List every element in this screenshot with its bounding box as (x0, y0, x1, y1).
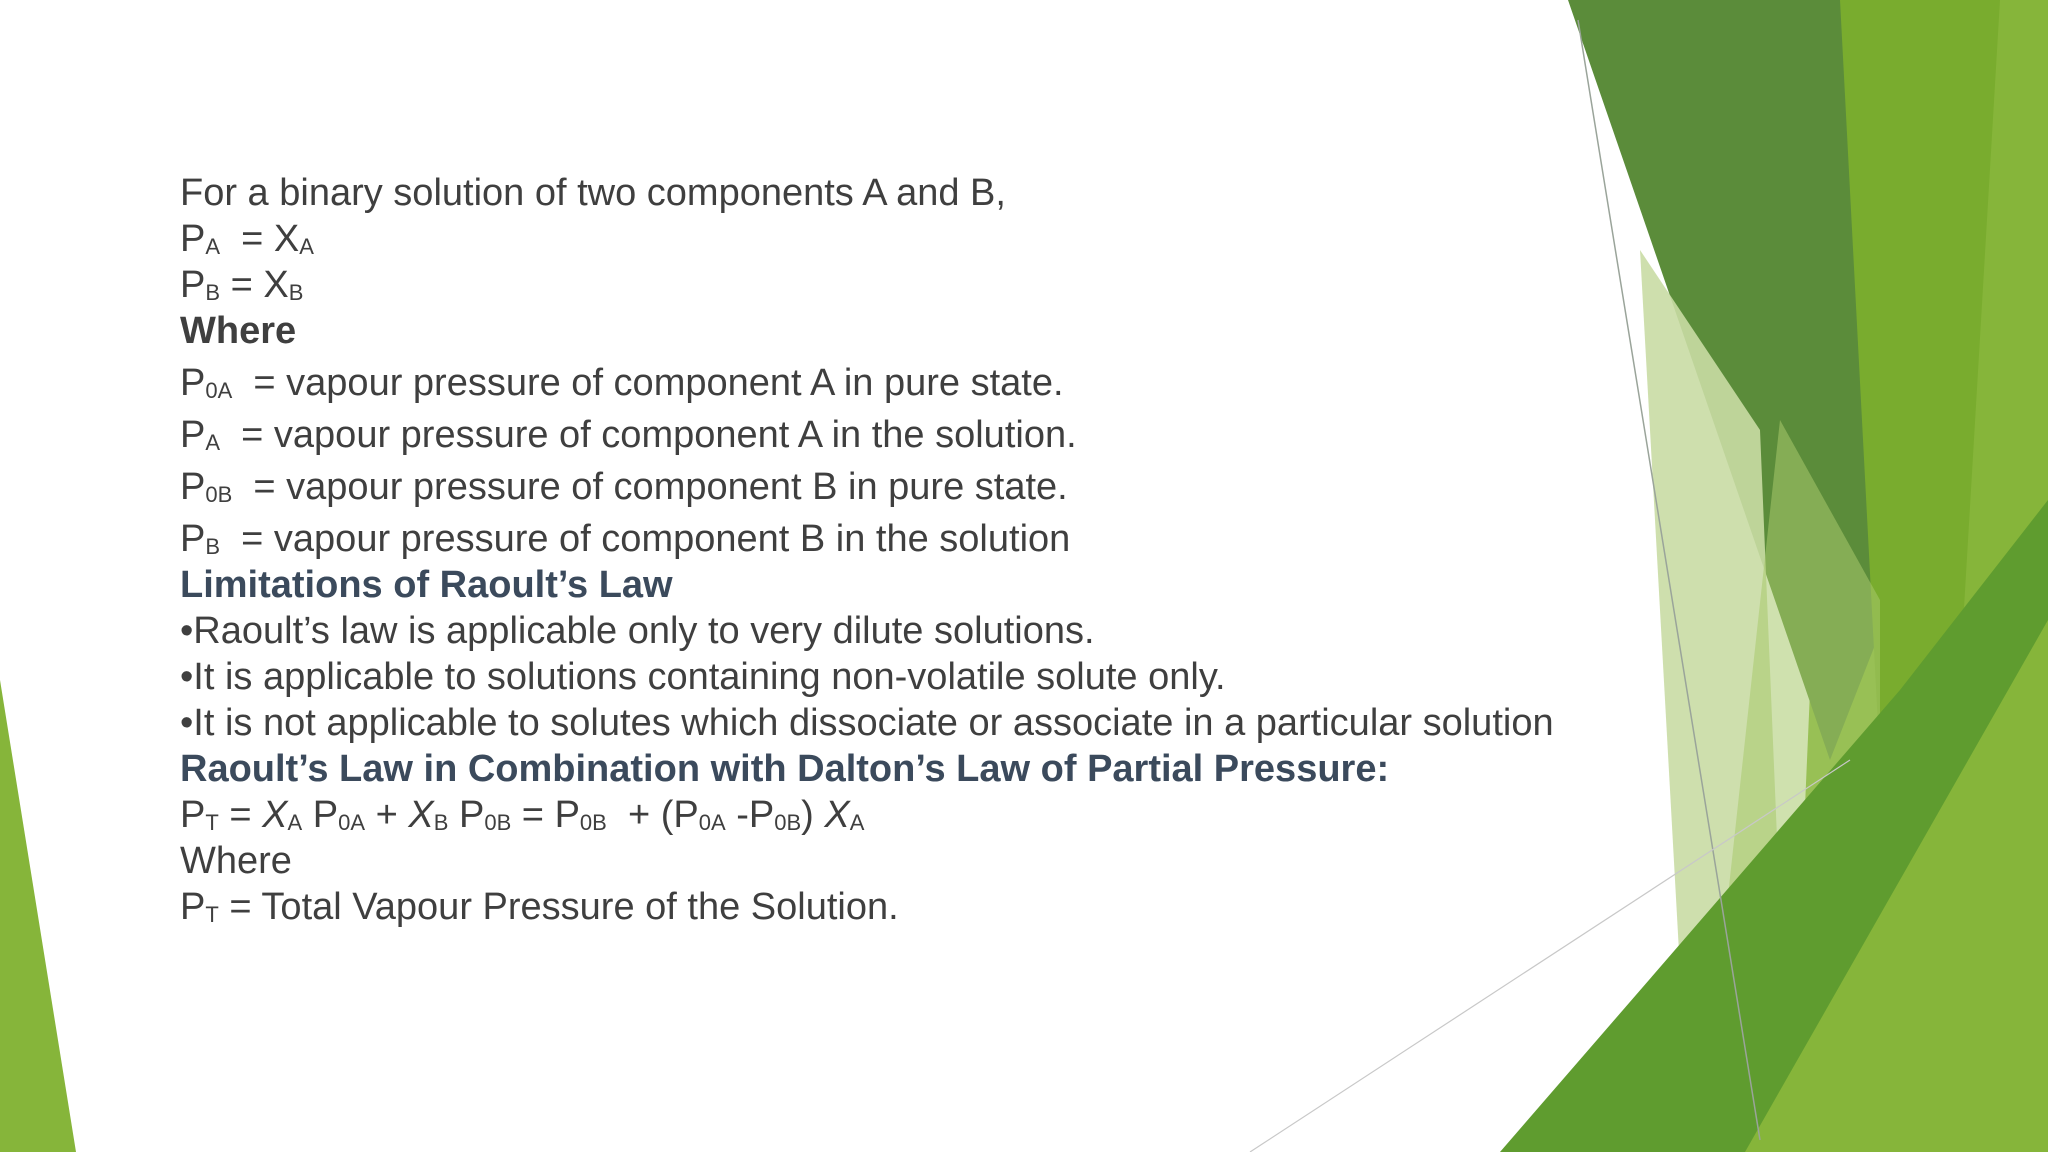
dalton-heading: Raoult’s Law in Combination with Dalton’s Law of Partial Pressure: (180, 748, 1390, 790)
green-band-left (0, 680, 76, 1152)
definition-pa: P $_A$ = vapour pressure of component A in the solution. (180, 414, 1077, 456)
slide-body (180, 166, 1680, 926)
limitation-item: •It is not applicable to solutes which dissociate or associate in a particular solution (180, 702, 1554, 744)
dalton-equation: P $_T$ = X $_A$ P $_0$ A + X $_B$ P $_0$ B = P $_0$ B + (P $_0$ A -P $_0$ B ) X $_A$ (180, 794, 865, 836)
limitation-item: •It is applicable to solutions containing non-volatile solute only. (180, 656, 1226, 698)
total-pressure-definition: P $_T$ = Total Vapour Pressure of the Solution. (180, 886, 899, 928)
definition-p0b: P $_0$ B = vapour pressure of component B in pure state. (180, 466, 1068, 508)
intro-line: For a binary solution of two components A and B, (180, 172, 1006, 214)
limitation-item: •Raoult’s law is applicable only to very dilute solutions. (180, 610, 1095, 652)
where-label: Where (180, 840, 292, 882)
equation-pa: P $_A$ = X $_A$ (180, 218, 314, 260)
definition-pb: P $_B$ = vapour pressure of component B in the solution (180, 518, 1071, 560)
where-heading: Where (180, 310, 297, 352)
definition-p0a: P $_0$ A = vapour pressure of component A in pure state. (180, 362, 1064, 404)
limitations-heading: Limitations of Raoult’s Law (180, 564, 673, 606)
equation-pb: P $_B$ = X $_B$ (180, 264, 304, 306)
